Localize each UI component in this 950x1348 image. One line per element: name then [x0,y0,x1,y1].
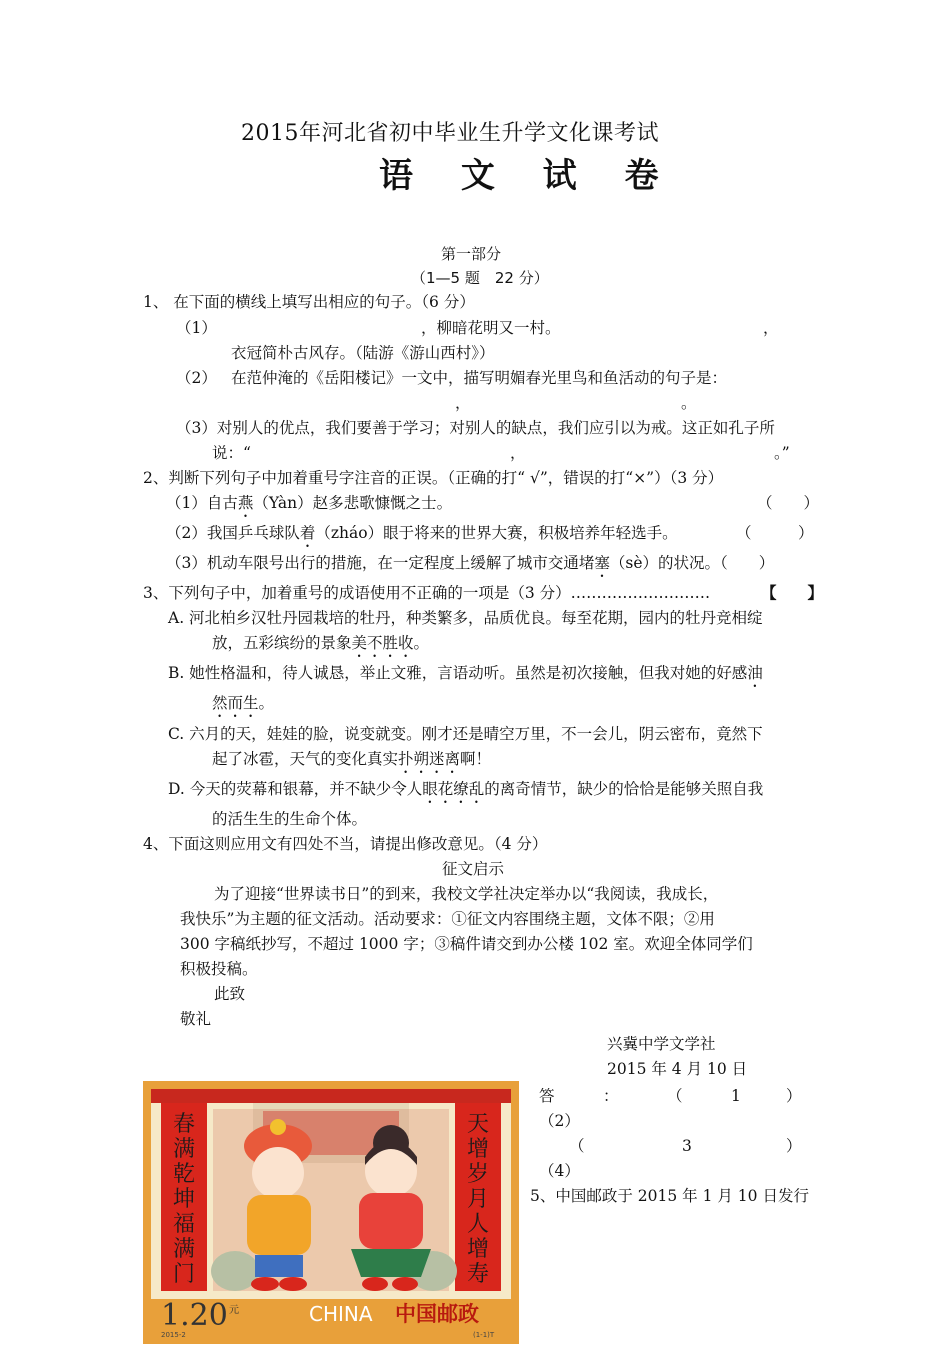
notice-signature-org: 兴冀中学文学社 [607,1035,716,1053]
stamp-value-unit: 元 [229,1305,239,1316]
couplet-right-char: 月 [466,1187,490,1212]
stamp-brand-cn: 中国邮政 [395,1302,479,1326]
couplet-right-char: 增 [466,1137,490,1162]
notice-para-line4: 积极投稿。 [180,960,258,978]
q2-item2-lead: （2）我国乒乓球队 [166,524,300,542]
couplet-left-char: 乾 [172,1162,196,1187]
couplet-left-char: 门 [172,1262,196,1287]
q3-answer-bracket[interactable]: 【 】 [761,583,824,602]
q1-sub1-comma: ， [763,319,779,337]
stamp-roof-beam [151,1089,511,1103]
answer-colon: ： [603,1087,619,1105]
q1-sub1-middle: ，柳暗花明又一村。 [421,319,561,337]
q1-sub3-cont: 说：“ [212,444,251,462]
couplet-right-char: 人 [466,1212,490,1237]
answer-1-open: （ [667,1087,683,1105]
q2-item1-lead: （1）自古 [166,494,238,512]
answer-label: 答 [539,1087,555,1105]
q3-option-d-line2: 的活生生的生命个体。 [212,810,368,828]
boy-face [252,1147,304,1199]
q3-b-idiom-part2: 然而生 [212,694,259,712]
couplet-left-char: 春 [172,1112,196,1137]
q1-sub2-comma: ， [455,394,471,412]
q3-a-lead: 放，五彩缤纷的景象 [212,634,352,652]
q3-c-lead: 起了冰雹，天气的变化真实 [212,750,399,768]
q1-sub1-number: （1） [176,319,217,337]
q3-option-a-line1: A. 河北柏乡汉牡丹园栽培的牡丹，种类繁多，品质优良。每至花期，园内的牡丹竞相绽 [168,609,763,627]
notice-closing-2: 敬礼 [180,1010,212,1028]
q5-stem: 5、中国邮政于 2015 年 1 月 10 日发行 [530,1187,809,1205]
notice-signature-date: 2015 年 4 月 10 日 [607,1060,748,1078]
exam-title: 2015年河北省初中毕业生升学文化课考试 [241,121,659,146]
q3-option-b-line2 [212,693,274,721]
q3-c-idiom: 扑朔迷离 [398,750,461,768]
q2-item3-rest: （sè）的状况。（ ） [609,554,775,572]
q3-c-tail: 啊！ [460,750,492,768]
q3-option-b-line1 [168,663,763,691]
q1-stem: 1、 在下面的横线上填写出相应的句子。（6 分） [143,293,475,311]
part-range: （1—5 题 22 分） [411,269,549,287]
couplet-left-char: 坤 [172,1187,196,1212]
q2-item2-emphasis: 着 [299,524,316,542]
q1-sub2-period: 。 [681,394,697,412]
q4-stem: 4、下面这则应用文有四处不当，请提出修改意见。（4 分） [143,835,548,853]
answer-3-open: （ [569,1137,585,1155]
answer-1-number: 1 [731,1087,741,1105]
notice-title: 征文启示 [442,860,505,878]
stamp-artwork [143,1081,519,1344]
q2-item3 [166,553,774,581]
q3-d-idiom: 眼花缭乱 [422,780,485,798]
q2-item1 [166,493,452,521]
girl-skirt [351,1249,431,1277]
q3-option-d-line1 [168,779,763,807]
q3-option-c-line1: C. 六月的天，娃娃的脸，说变就变。刚才还是晴空万里，不一会儿，阴云密布，竟然下 [168,725,763,743]
notice-para-line1: 为了迎接“世界读书日”的到来，我校文学社决定举办以“我阅读，我成长， [214,885,719,903]
girl-coat [359,1193,423,1249]
stamp-code: 2015-2 [161,1331,186,1339]
q1-sub3-text: （3）对别人的优点，我们要善于学习；对别人的缺点，我们应引以为戒。这正如孔子所 [176,419,775,437]
couplet-right-text [467,1112,489,1287]
q1-sub3-end: 。” [774,444,790,462]
notice-para-line3: 300 字稿纸抄写，不超过 1000 字；③稿件请交到办公楼 102 室。欢迎全体同学们 [180,935,753,953]
q2-item1-emphasis: 燕 [237,494,254,512]
q1-sub3-comma: ， [510,444,526,462]
exam-subtitle: 语 文 试 卷 [379,156,677,196]
q3-b-idiom-part1: 油 [747,664,763,682]
q2-item1-answer-paren[interactable]: （ ） [757,494,820,512]
q3-stem: 3、下列句子中，加着重号的成语使用不正确的一项是（3 分）……………………… [143,584,711,602]
q3-b-tail: 。 [258,694,275,712]
q1-sub2-number: （2） [176,369,217,387]
answer-4: （4） [539,1162,580,1180]
notice-closing-1: 此致 [214,985,246,1003]
q2-item3-lead: （3）机动车限号出行的措施，在一定程度上缓解了城市交通堵 [166,554,595,572]
couplet-right-char: 岁 [466,1162,490,1187]
boy-coat [247,1195,311,1255]
couplet-right-char: 天 [466,1112,490,1137]
couplet-left-char: 满 [172,1137,196,1162]
answer-2: （2） [539,1112,580,1130]
q3-a-idiom: 美不胜收 [351,634,414,652]
part-heading: 第一部分 [441,245,502,263]
q3-b-lead: B. 她性格温和，待人诚恳，举止文雅，言语动听。虽然是初次接触，但我对她的好感 [168,664,748,682]
stamp-face-value: 1.20 [161,1298,228,1333]
q3-d-lead: D. 今天的荧幕和银幕，并不缺少令人 [168,780,423,798]
couplet-right-char: 增 [466,1237,490,1262]
stamp-serial: (1-1)T [473,1331,495,1339]
answer-3-number: 3 [682,1137,692,1155]
q1-sub1-end: 衣冠简朴古风存。（陆游《游山西村》） [231,344,495,362]
notice-para-line2: 我快乐”为主题的征文活动。活动要求：①征文内容围绕主题，文体不限；②用 [180,910,715,928]
stamp-brand-en: CHINA [309,1302,373,1326]
couplet-left-text [173,1112,195,1287]
q2-item2 [166,523,678,551]
answer-1-close: ） [786,1087,802,1105]
q2-item3-emphasis: 塞 [594,554,610,572]
couplet-left-char: 满 [172,1237,196,1262]
q3-option-c-line2 [212,749,491,777]
new-year-stamp-image [143,1081,519,1344]
q2-item1-rest: （Yàn）赵多悲歌慷慨之士。 [253,494,453,512]
couplet-left-char: 福 [172,1212,196,1237]
q2-stem: 2、判断下列句子中加着重号字注音的正误。（正确的打“ √”，错误的打“×”）（3 分） [143,469,724,487]
q1-sub2-text: 在范仲淹的《岳阳楼记》一文中，描写明媚春光里鸟和鱼活动的句子是： [231,369,728,387]
answer-3-close: ） [786,1137,802,1155]
q2-item2-rest: （zháo）眼于将来的世界大赛，积极培养年轻选手。 [315,524,678,542]
q3-a-tail: 。 [413,634,430,652]
q3-option-a-line2 [212,633,429,661]
q3-d-tail: 的离奇情节，缺少的恰恰是能够关照自我 [484,780,764,798]
q2-item2-answer-paren[interactable]: （ ） [736,524,814,542]
couplet-right-char: 寿 [466,1262,490,1287]
